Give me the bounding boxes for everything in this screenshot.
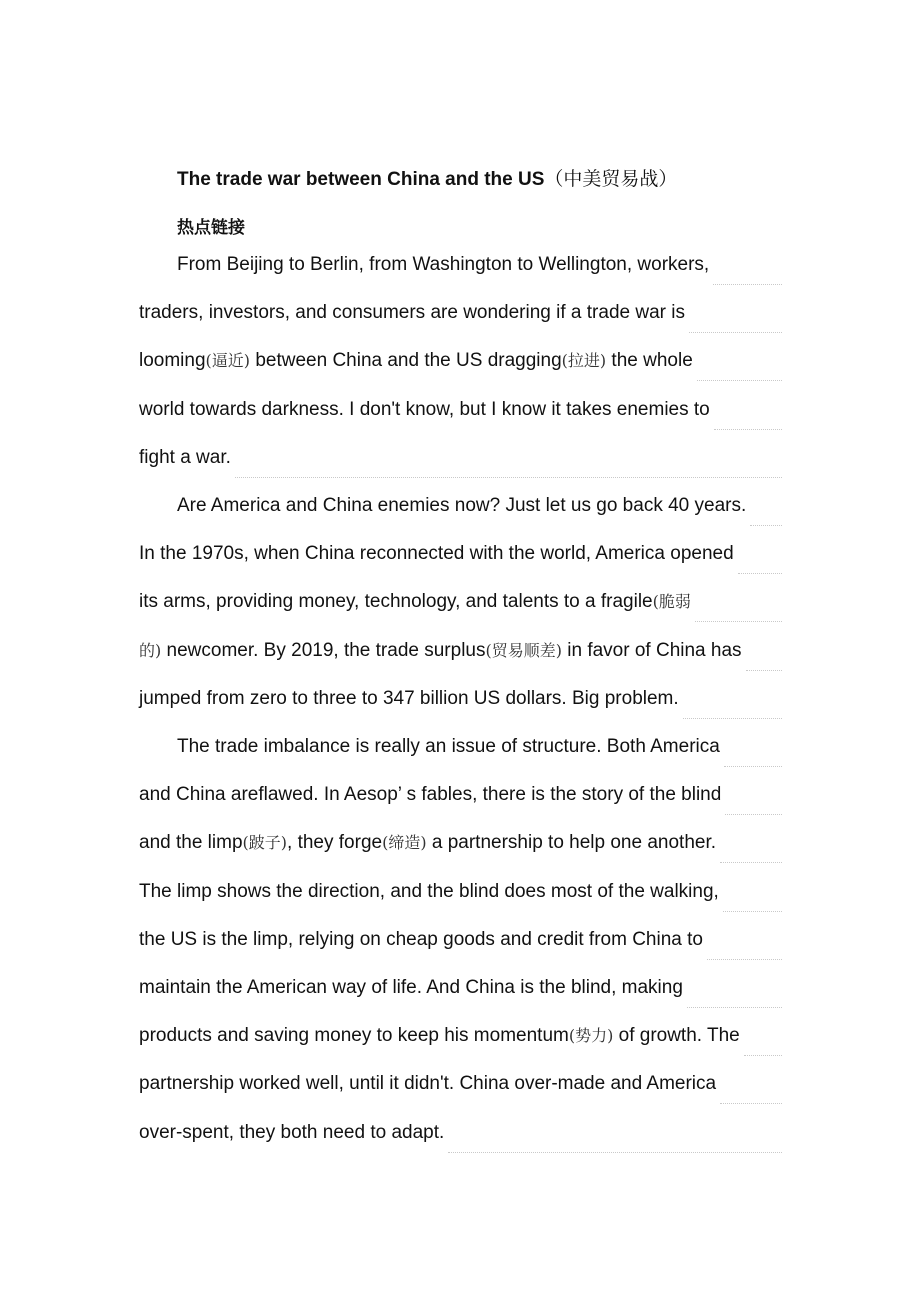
- dotted-rule: [746, 670, 782, 671]
- line-text: In the 1970s, when China reconnected with the world, America opened: [139, 543, 734, 564]
- dotted-rule: [697, 380, 782, 381]
- dotted-rule: [723, 911, 782, 912]
- paragraph-line: [139, 684, 679, 714]
- line-text: partnership worked well, until it didn't. China over-made and America: [139, 1073, 717, 1094]
- chinese-gloss: (贸易顺差): [485, 641, 562, 660]
- document-title: [177, 166, 677, 194]
- dotted-rule: [707, 959, 782, 960]
- paragraph-line: [139, 1118, 444, 1148]
- title-english: The trade war between China and the US: [177, 169, 545, 190]
- paragraph-line: [139, 443, 231, 473]
- line-text: maintain the American way of life. And China is the blind, making: [139, 977, 683, 998]
- line-text: The limp shows the direction, and the blind does most of the walking,: [139, 881, 719, 902]
- paragraph-line: [177, 732, 720, 762]
- section-label: 热点链接: [177, 218, 245, 237]
- paragraph-line: [139, 780, 721, 810]
- dotted-rule: [687, 1007, 782, 1008]
- dotted-rule: [448, 1152, 782, 1153]
- paragraph-line: [139, 828, 716, 858]
- chinese-gloss: (跛子): [242, 833, 288, 852]
- line-text: and the limp: [139, 832, 243, 853]
- line-text: world towards darkness. I don't know, but I know it takes enemies to: [139, 399, 710, 420]
- line-text: of growth. The: [613, 1025, 740, 1046]
- paragraph-line: [139, 1069, 716, 1099]
- line-text: the whole: [606, 350, 693, 371]
- line-text: jumped from zero to three to 347 billion US dollars. Big problem.: [139, 688, 679, 709]
- line-text: between China and the US dragging: [250, 350, 562, 371]
- line-text: The trade imbalance is really an issue of structure. Both America: [177, 736, 720, 757]
- chinese-gloss: (势力): [568, 1026, 614, 1045]
- chinese-gloss: (缔造): [382, 833, 427, 852]
- line-text: traders, investors, and consumers are wondering if a trade war is: [139, 302, 685, 323]
- paragraph-line: [139, 587, 691, 617]
- chinese-gloss: (拉进): [561, 351, 607, 370]
- chinese-gloss: 的): [139, 641, 162, 660]
- line-text: products and saving money to keep his momentum: [139, 1025, 569, 1046]
- paragraph-line: [139, 877, 719, 907]
- paragraph-line: [139, 346, 693, 376]
- chinese-gloss: (逼近): [205, 351, 251, 370]
- dotted-rule: [235, 477, 782, 478]
- line-text: looming: [139, 350, 206, 371]
- line-text: From Beijing to Berlin, from Washington to Wellington, workers,: [177, 254, 710, 275]
- line-text: in favor of China has: [561, 640, 742, 661]
- line-text: , they forge: [287, 832, 383, 853]
- line-text: its arms, providing money, technology, and talents to a fragile: [139, 591, 653, 612]
- dotted-rule: [713, 284, 782, 285]
- paragraph-line: [139, 1021, 740, 1051]
- paragraph-line: [139, 973, 683, 1003]
- paragraph-line: [177, 491, 746, 521]
- line-text: over-spent, they both need to adapt.: [139, 1122, 445, 1143]
- dotted-rule: [720, 1103, 782, 1104]
- dotted-rule: [750, 525, 782, 526]
- line-text: the US is the limp, relying on cheap goods and credit from China to: [139, 929, 703, 950]
- dotted-rule: [714, 429, 782, 430]
- dotted-rule: [738, 573, 782, 574]
- paragraph-line: [177, 250, 709, 280]
- paragraph-line: [139, 395, 710, 425]
- paragraph-line: [139, 925, 703, 955]
- dotted-rule: [689, 332, 782, 333]
- chinese-gloss: (脆弱: [652, 592, 691, 611]
- line-text: fight a war.: [139, 447, 231, 468]
- dotted-rule: [724, 766, 782, 767]
- dotted-rule: [683, 718, 782, 719]
- dotted-rule: [725, 814, 782, 815]
- line-text: Are America and China enemies now? Just let us go back 40 years.: [177, 495, 747, 516]
- dotted-rule: [744, 1055, 782, 1056]
- line-text: newcomer. By 2019, the trade surplus: [161, 640, 486, 661]
- title-chinese: （中美贸易战）: [544, 169, 678, 190]
- paragraph-line: [139, 636, 742, 666]
- paragraph-line: [139, 539, 734, 569]
- dotted-rule: [695, 621, 782, 622]
- dotted-rule: [720, 862, 782, 863]
- paragraph-line: [139, 298, 685, 328]
- line-text: a partnership to help one another.: [426, 832, 717, 853]
- line-text: and China areflawed. In Aesop’ s fables, there is the story of the blind: [139, 784, 722, 805]
